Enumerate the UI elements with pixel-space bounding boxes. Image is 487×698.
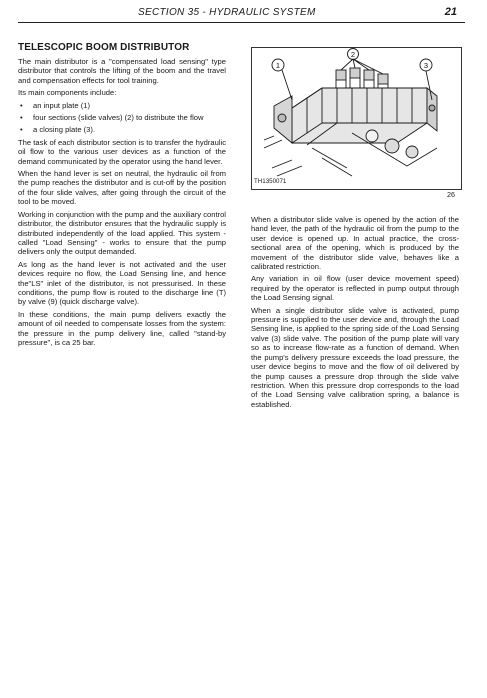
list-item: • four sections (slide valves) (2) to distribute the flow bbox=[20, 113, 204, 123]
paragraph-not-activated: As long as the hand lever is not activated and the user devices require no flow, the Load Sensing line, and hence the"LS" inlet of the distributor, is not pressurised. In these conditions, the pump flow is routed to the discharge line (T) by valve (9) (quick discharge valve). bbox=[18, 259, 226, 307]
callout-3: 3 bbox=[423, 61, 429, 70]
page-header bbox=[18, 7, 465, 21]
paragraph-load-sensing: Working in conjunction with the pump and the auxiliary control distributor, the distributor ensures that the hydraulic supply is distributed independently of the load applied. This system - called "Load Sensing" - works to ensure that the pump delivers only the output demanded. bbox=[18, 209, 226, 257]
article-title: TELESCOPIC BOOM DISTRIBUTOR bbox=[18, 42, 190, 53]
paragraph-standby: In these conditions, the main pump delivers exactly the amount of oil needed to compensate losses from the system: the pressure in the pump delivery line, called "stand-by pressure", is ca 25 bar. bbox=[18, 309, 226, 347]
components-list bbox=[18, 101, 226, 135]
page-number: 21 bbox=[444, 6, 457, 18]
paragraph-components: Its main components include: bbox=[18, 88, 117, 98]
paragraph-neutral: When the hand lever is set on neutral, the hydraulic oil from the pump reaches the distributor and is cut-off by the position of the four slide valves, after going through the circuit of the tool to be moved. bbox=[18, 169, 226, 207]
header-rule bbox=[18, 22, 465, 23]
callout-2: 2 bbox=[350, 50, 356, 59]
paragraph-task: The task of each distributor section is to transfer the hydraulic oil flow to the various user devices as a function of the demand communicated by the operator using the hand lever. bbox=[18, 137, 226, 166]
paragraph-flow-variation: Any variation in oil flow (user device movement speed) required by the operator is reflected in pump output through the Load Sensing signal. bbox=[251, 274, 459, 303]
list-item: • an input plate (1) bbox=[20, 100, 90, 110]
callout-1: 1 bbox=[275, 61, 281, 70]
paragraph-intro: The main distributor is a "compensated load sensing" type distributor that controls the lifting of the boom and the travel and compensation effects for tool training. bbox=[18, 57, 226, 85]
paragraph-slide-opened: When a distributor slide valve is opened by the action of the hand lever, the path of the hydraulic oil from the pump to the user device is opened up. In actual practice, the cross-sectional area of the opening, which is produced by the movement of the distributor slide valve, behaves like a calibrated restriction. bbox=[251, 215, 459, 272]
paragraph-single-valve: When a single distributor slide valve is activated, pump pressure is supplied to the user device and, through the Load Sensing line, is applied to the spring side of the Load Sensing valve (3) slide valve. The position of the pump plate will vary so as to increase flow-rate as a function of demand. When the pump's delivery pressure exceeds the load pressure, the user device begins to move and the flow of oil delivered by the pump causes a pressure drop through the slide valve restriction. When this pressure drop corresponds to the load of the Load Sensing valve calibration spring, a balance is established. bbox=[251, 305, 459, 409]
bullet-icon: • bbox=[20, 113, 23, 123]
left-column bbox=[18, 42, 226, 350]
section-title: SECTION 35 - HYDRAULIC SYSTEM bbox=[138, 7, 316, 18]
bullet-icon: • bbox=[20, 125, 23, 135]
figure-code: TH1350071 bbox=[254, 178, 287, 185]
figure-number: 26 bbox=[447, 190, 455, 199]
list-item: • a closing plate (3). bbox=[20, 125, 96, 135]
distributor-illustration bbox=[252, 48, 461, 189]
right-column bbox=[251, 215, 459, 412]
distributor-figure bbox=[251, 47, 462, 190]
bullet-icon: • bbox=[20, 100, 23, 110]
